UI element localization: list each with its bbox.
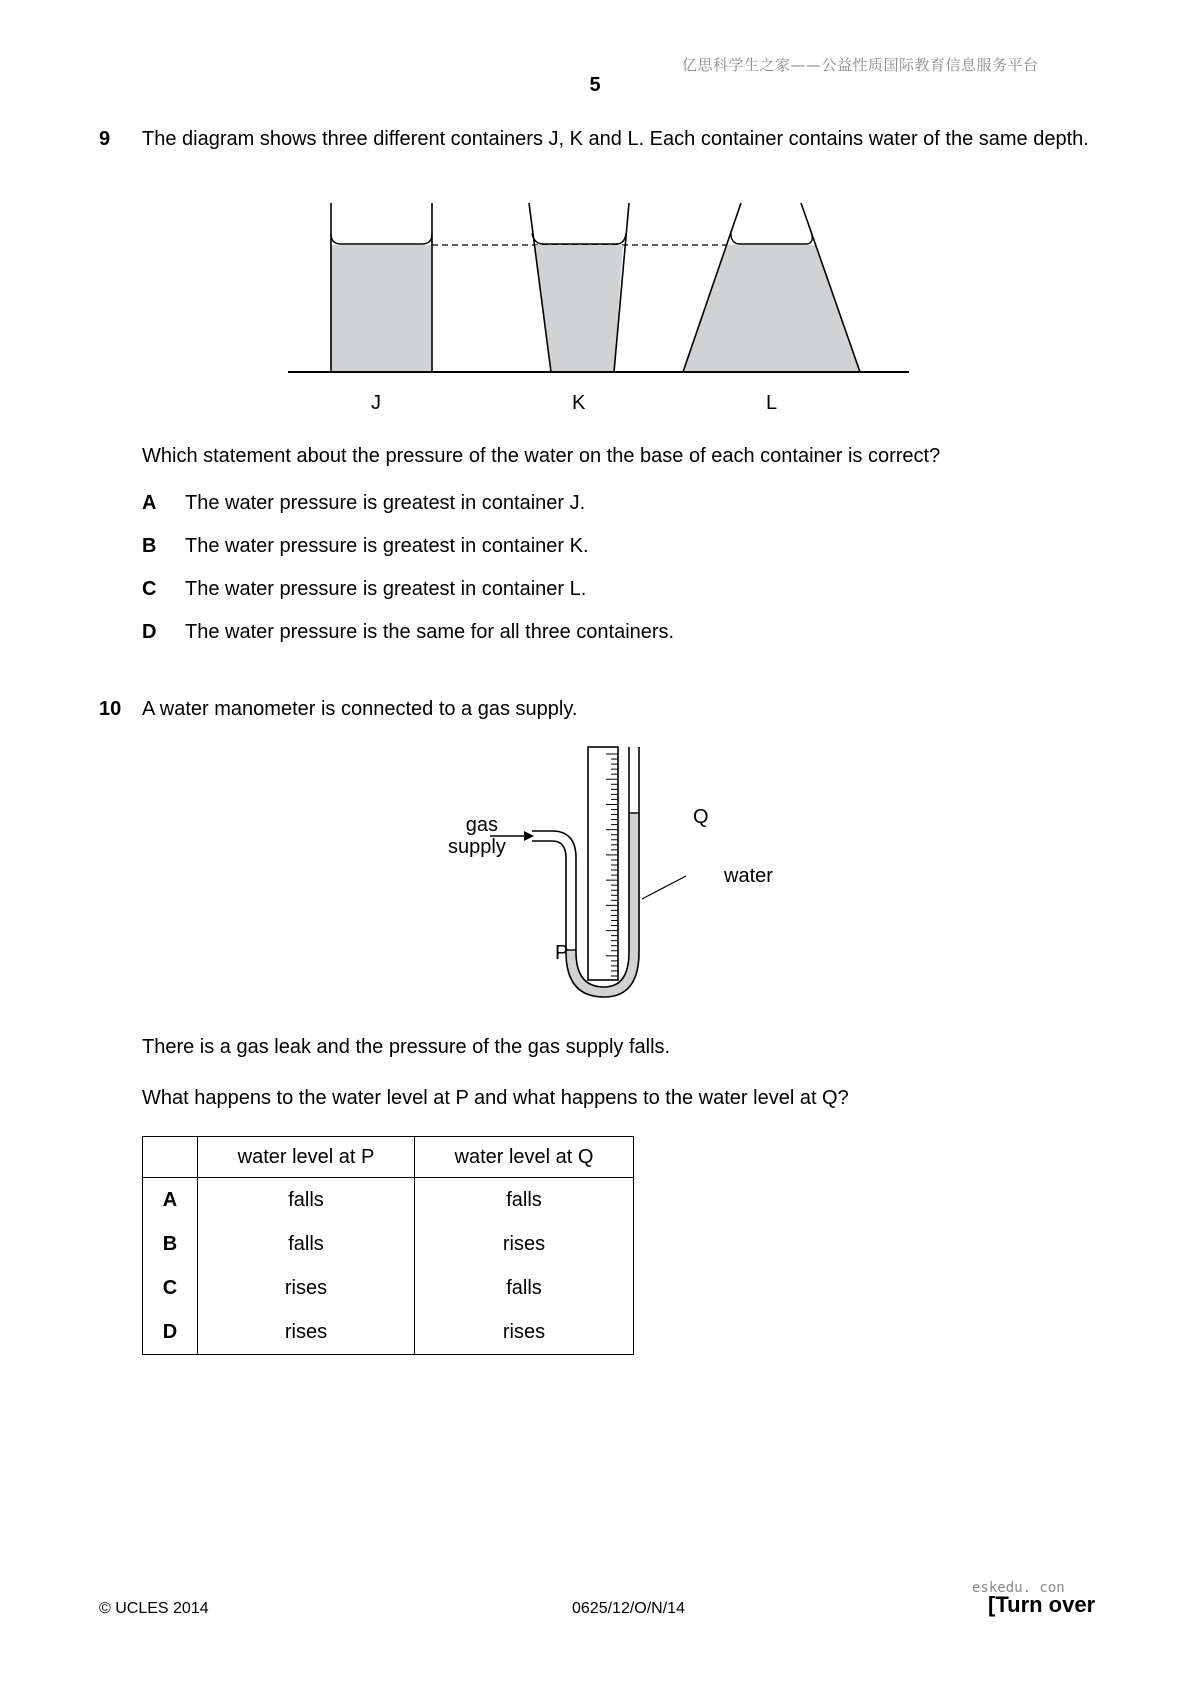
q10-answer-table [142,1136,634,1355]
table-header-row [143,1137,634,1178]
q10-manometer-diagram [490,740,740,1010]
q10-statement: There is a gas leak and the pressure of the gas supply falls. [142,1036,671,1058]
container-j [331,203,432,372]
container-l [683,203,860,372]
q9-option-d-letter: D [142,621,157,643]
row-p-value: rises [198,1310,415,1355]
table-row [143,1310,634,1355]
q9-option-b-letter: B [142,535,157,557]
table-row [143,1178,634,1223]
row-q-value: rises [415,1222,634,1266]
gas-arrow-head [524,831,534,841]
row-p-value: falls [198,1178,415,1223]
table-header-q: water level at Q [415,1137,634,1178]
label-q: Q [693,806,709,828]
page-number: 5 [589,74,601,96]
table-header-p: water level at P [198,1137,415,1178]
row-letter: D [143,1310,198,1355]
q9-stem: The diagram shows three different containers J, K and L. Each container contains water of the same depth. [142,128,1089,150]
q10-stem: A water manometer is connected to a gas supply. [142,698,578,720]
table-row [143,1266,634,1310]
q9-option-b-text: The water pressure is greatest in container K. [185,535,589,557]
table-row [143,1222,634,1266]
footer-copyright: © UCLES 2014 [99,1600,209,1617]
row-q-value: falls [415,1178,634,1223]
label-gas: gas [465,814,498,836]
q10-number: 10 [99,698,122,720]
footer-watermark: eskedu. con [972,1580,1065,1596]
container-k [529,203,629,372]
scale-ruler [588,747,618,980]
q10-question: What happens to the water level at P and what happens to the water level at Q? [142,1087,849,1109]
q9-option-a-letter: A [142,492,157,514]
row-letter: C [143,1266,198,1310]
q9-option-d-text: The water pressure is the same for all three containers. [185,621,675,643]
row-q-value: falls [415,1266,634,1310]
row-letter: B [143,1222,198,1266]
water-leader-line [642,876,686,899]
q9-option-a-text: The water pressure is greatest in container J. [185,492,586,514]
q9-option-c-text: The water pressure is greatest in container L. [185,578,587,600]
row-letter: A [143,1178,198,1223]
label-gas-supply [448,814,506,858]
q9-option-c-letter: C [142,578,157,600]
row-q-value: rises [415,1310,634,1355]
label-l: L [766,392,778,414]
header-watermark: 亿思科学生之家——公益性质国际教育信息服务平台 [682,56,1039,74]
label-water: water [724,865,773,887]
label-supply: supply [448,836,506,858]
row-p-value: rises [198,1266,415,1310]
q9-number: 9 [99,128,111,150]
footer-code: 0625/12/O/N/14 [572,1600,685,1617]
table-header-blank [143,1137,198,1178]
label-j: J [371,392,381,414]
row-p-value: falls [198,1222,415,1266]
q9-question: Which statement about the pressure of the water on the base of each container is correct? [142,445,941,467]
label-p: P [555,942,569,964]
tube-outer-wall [532,747,639,997]
label-k: K [572,392,586,414]
footer-turn-over: [Turn over [988,1592,1096,1617]
